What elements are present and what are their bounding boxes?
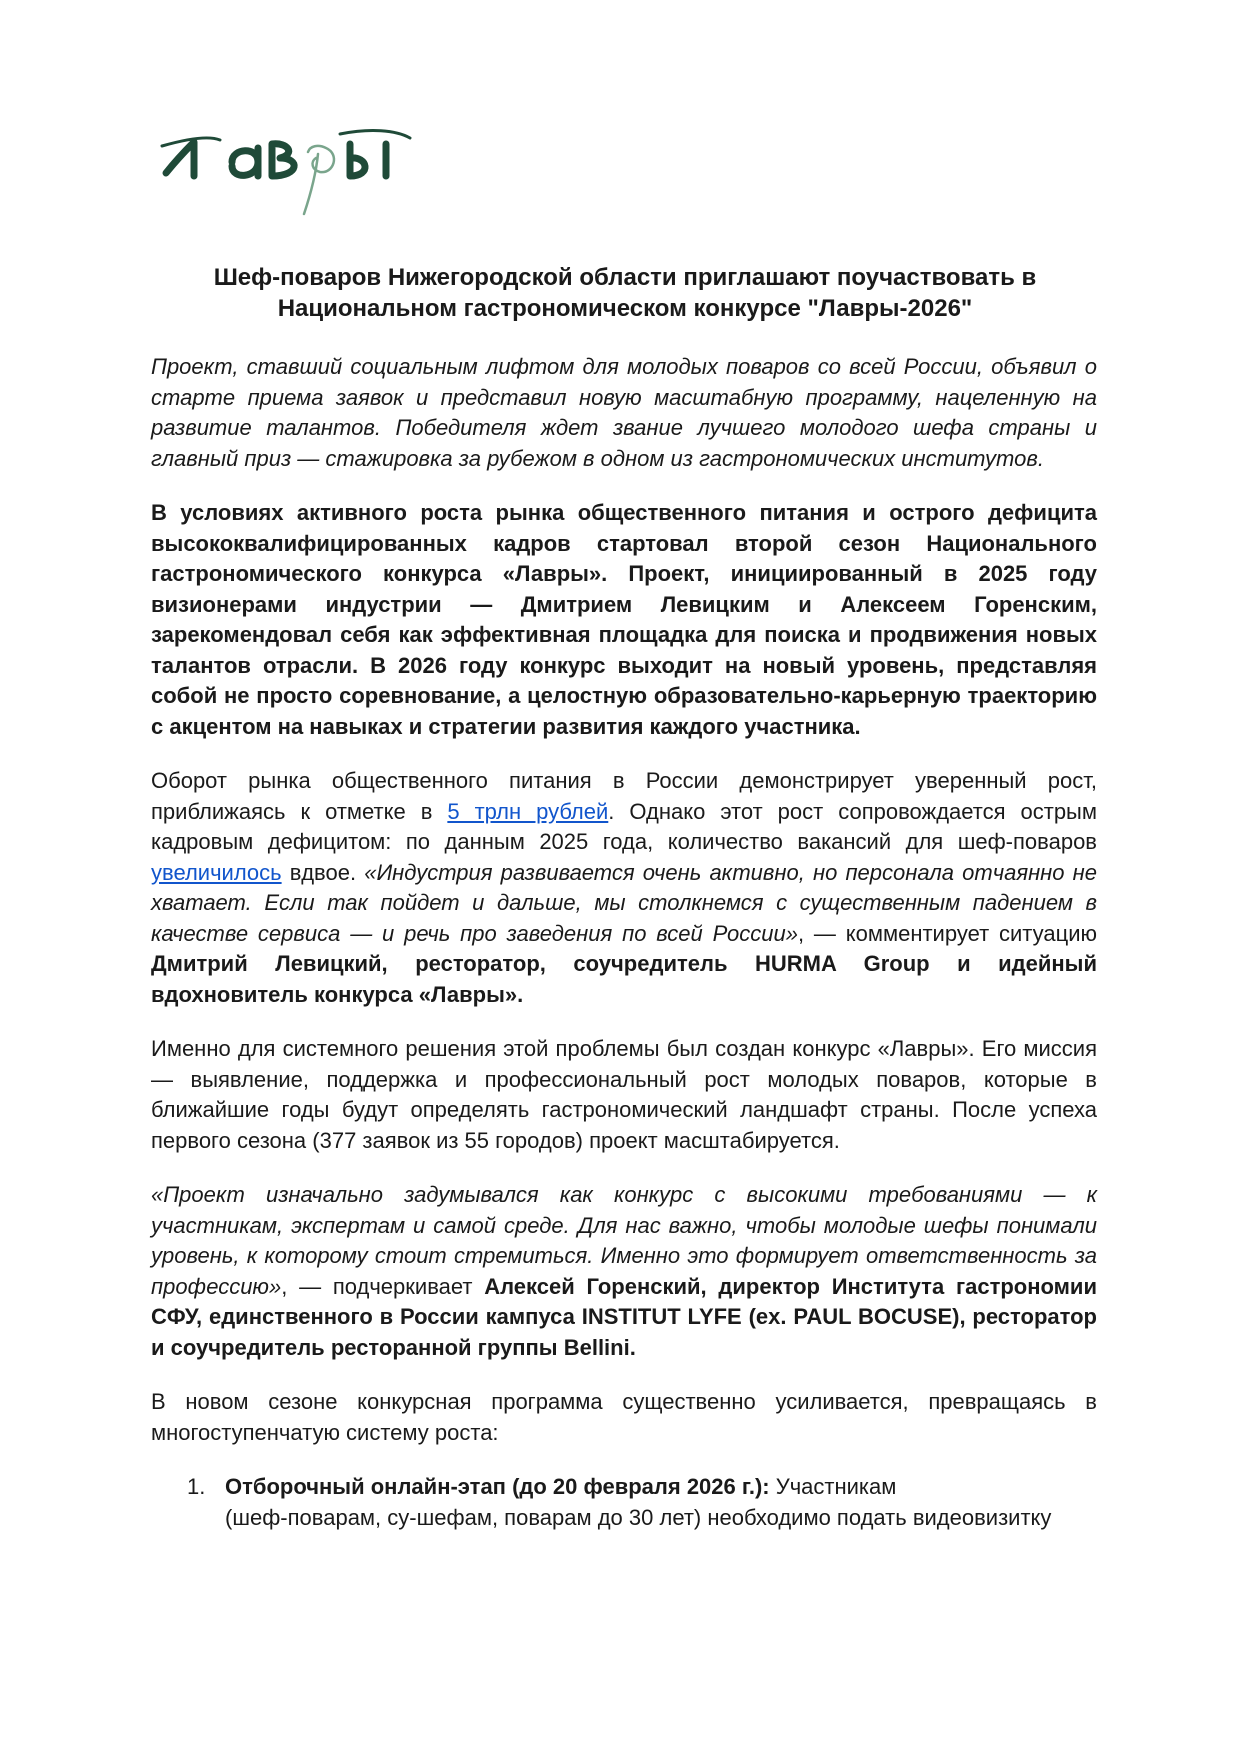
market-paragraph <box>151 766 1097 1010</box>
step-text-line-2: (шеф-поварам, су-шефам, поварам до 30 лет) необходимо подать видеовизитку <box>225 1504 1052 1530</box>
gorensky-attribution: Алексей Горенский, директор Института гастрономии СФУ, единственного в России кампуса INSTITUT LYFE (ex. PAUL BOCUSE), ресторатор и соучредитель ресторанной группы Bellini. <box>151 1273 1097 1360</box>
gorensky-quote: «Проект изначально задумывался как конкурс с высокими требованиями — к участникам, экспертам и самой среде. Для нас важно, чтобы молодые шефы понимали уровень, к которому стоит стремиться. Именно это формирует ответственность за профессию» <box>151 1182 1097 1299</box>
program-paragraph: В новом сезоне конкурсная программа существенно усиливается, превращаясь в многоступенчатую систему роста: <box>151 1389 1097 1445</box>
press-release-title <box>150 262 1100 324</box>
step-label: Отборочный онлайн-этап (до 20 февраля 2026 г.): <box>225 1474 770 1499</box>
step-number: 1. <box>187 1474 206 1499</box>
market-volume-link[interactable]: 5 трлн рублей <box>447 798 609 824</box>
gorensky-text-1: , — подчеркивает <box>281 1273 485 1299</box>
mission-paragraph: Именно для системного решения этой проблемы был создан конкурс «Лавры». Его миссия — выявление, поддержка и профессиональный рост молодых поваров, которые в ближайшие годы будут определять гастрономический ландшафт страны. После успеха первого сезона (377 заявок из 55 городов) проект масштабируется. <box>151 1036 1097 1153</box>
lead-paragraph: Проект, ставший социальным лифтом для молодых поваров со всей России, объявил о старте приема заявок и представил новую масштабную программу, нацеленную на развитие талантов. Победителя ждет звание лучшего молодого шефа страны и главный приз — стажировка за рубежом в одном из гастрономических институтов. <box>151 354 1097 471</box>
list-item <box>151 1472 1097 1533</box>
levitsky-quote: «Индустрия развивается очень активно, но персонала отчаянно не хватает. Если так пойдет и дальше, мы столкнемся с существенным падением в качестве сервиса — и речь про заведения по всей России» <box>151 859 1097 946</box>
market-text-3: вдвое. <box>281 859 365 885</box>
program-steps-list <box>151 1472 1097 1533</box>
lavry-logo <box>160 118 420 218</box>
intro-paragraph: В условиях активного роста рынка общественного питания и острого дефицита высококвалифицированных кадров стартовал второй сезон Национального гастрономического конкурса «Лавры». Проект, инициированный в 2025 году визионерами индустрии — Дмитрием Левицким и Алексеем Горенским, зарекомендовал себя как эффективная площадка для поиска и продвижения новых талантов отрасли. В 2026 году конкурс выходит на новый уровень, представляя собой не просто соревнование, а целостную образовательно-карьерную траекторию с акцентом на навыках и стратегии развития каждого участника. <box>151 500 1097 739</box>
market-text-1: Оборот рынка общественного питания в России демонстрирует уверенный рост, приближаясь к отметке в <box>151 768 1097 824</box>
title-line-2: Национальном гастрономическом конкурсе "Лавры-2026" <box>277 295 973 322</box>
market-text-2: . Однако этот рост сопровождается острым кадровым дефицитом: по данным 2025 года, количество вакансий для шеф-поваров <box>151 798 1097 854</box>
article-body <box>151 352 1097 1533</box>
gorensky-paragraph <box>151 1180 1097 1363</box>
step-text-line-1: Участникам <box>769 1474 897 1499</box>
title-line-1: Шеф-поваров Нижегородской области приглашают поучаствовать в <box>213 264 1037 291</box>
levitsky-attribution: Дмитрий Левицкий, ресторатор, соучредитель HURMA Group и идейный вдохновитель конкурса «Лавры». <box>151 951 1097 1007</box>
market-text-4: , — комментирует ситуацию <box>797 920 1098 946</box>
vacancies-link[interactable]: увеличилось <box>151 859 282 885</box>
